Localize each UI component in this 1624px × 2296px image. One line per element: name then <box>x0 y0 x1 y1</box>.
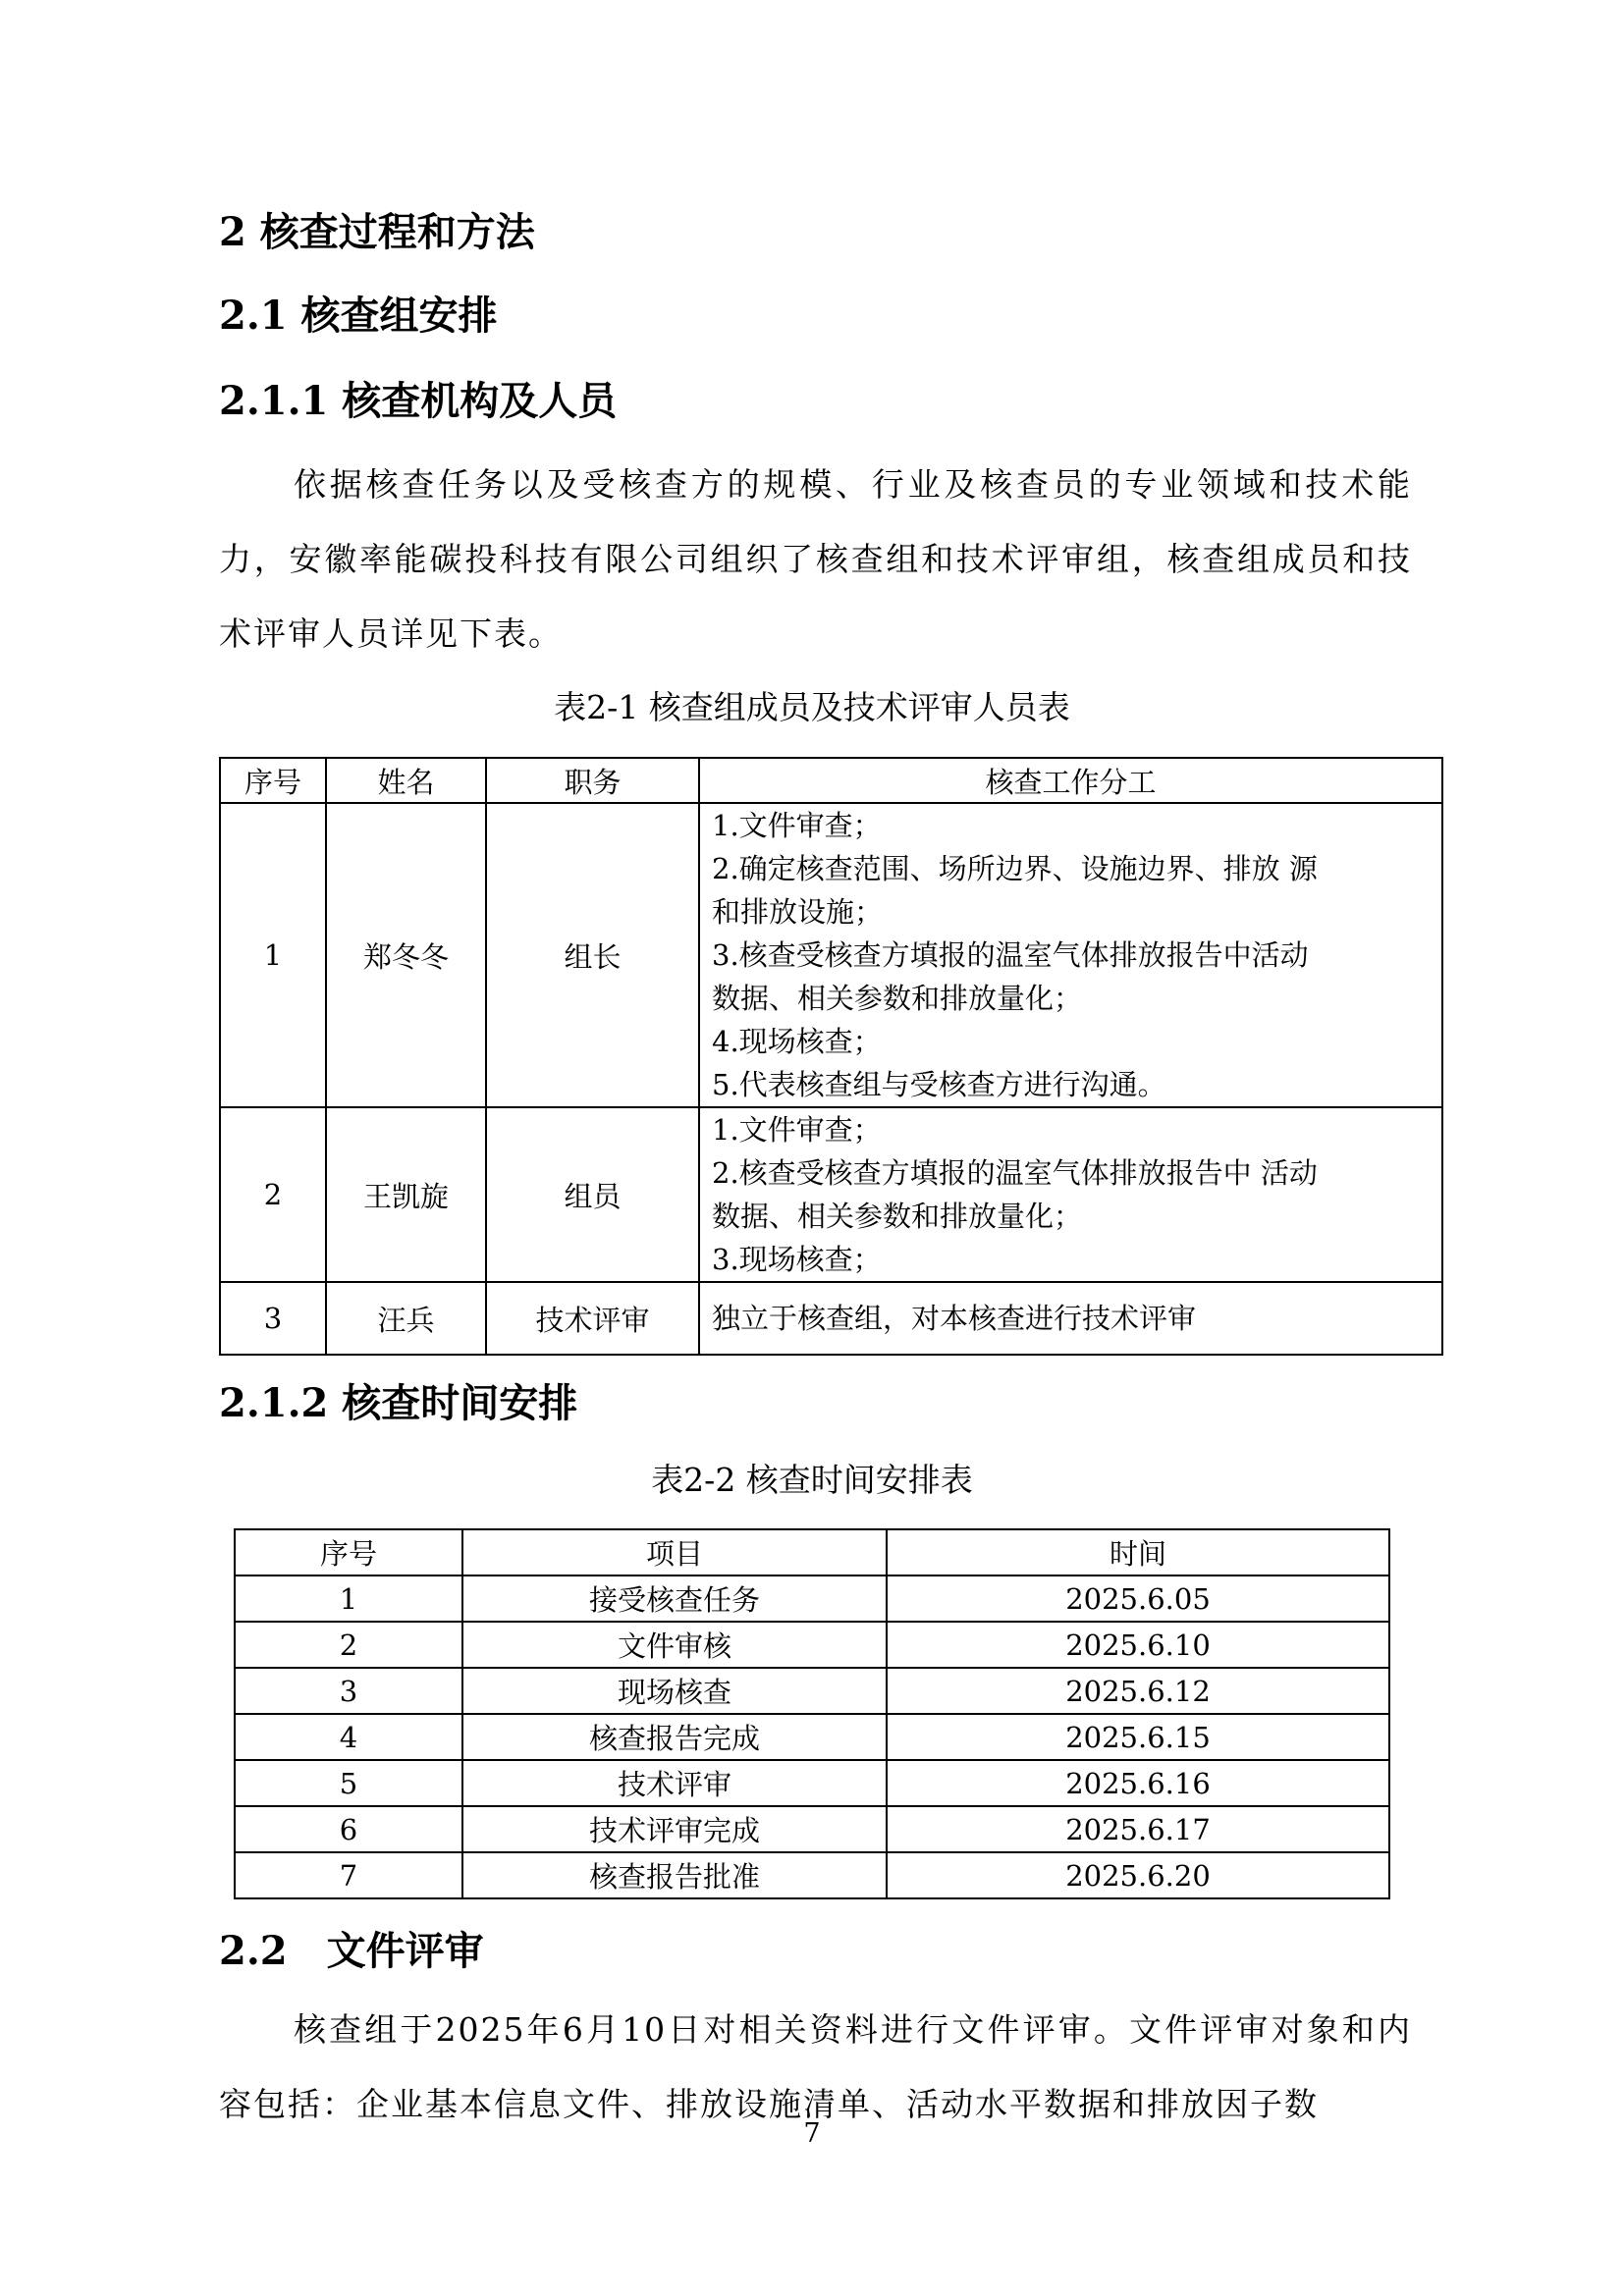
duty-line: 5.代表核查组与受核查方进行沟通。 <box>712 1068 1166 1101</box>
cell-date: 2025.6.17 <box>887 1806 1389 1852</box>
duty-line: 独立于核查组，对本核查进行技术评审 <box>712 1302 1197 1335</box>
table-row <box>235 1852 1389 1898</box>
cell-no: 4 <box>235 1714 462 1760</box>
cell-date: 2025.6.10 <box>887 1622 1389 1668</box>
duty-line: 数据、相关参数和排放量化； <box>712 982 1083 1015</box>
cell-duties <box>699 1282 1442 1355</box>
cell-item: 文件审核 <box>462 1622 887 1668</box>
cell-no: 3 <box>235 1668 462 1714</box>
heading-section-2-1: 2.1 核查组安排 <box>219 293 498 339</box>
duty-line: 2.确定核查范围、场所边界、设施边界、排放 源 <box>712 852 1318 885</box>
cell-item: 核查报告批准 <box>462 1852 887 1898</box>
cell-name: 郑冬冬 <box>326 803 486 1107</box>
duty-line: 1.文件审查； <box>712 809 882 842</box>
cell-no: 6 <box>235 1806 462 1852</box>
header-name: 姓名 <box>326 758 486 803</box>
cell-no: 7 <box>235 1852 462 1898</box>
header-role: 职务 <box>486 758 699 803</box>
duty-line: 和排放设施； <box>712 895 884 929</box>
cell-date: 2025.6.12 <box>887 1668 1389 1714</box>
table1-caption: 表2-1 核查组成员及技术评审人员表 <box>554 688 1070 726</box>
cell-date: 2025.6.15 <box>887 1714 1389 1760</box>
table-row <box>235 1622 1389 1668</box>
cell-role: 技术评审 <box>486 1282 699 1355</box>
cell-item: 接受核查任务 <box>462 1575 887 1622</box>
table-header-row <box>220 758 1442 803</box>
table-row <box>235 1668 1389 1714</box>
schedule-table <box>234 1528 1390 1899</box>
cell-item: 技术评审完成 <box>462 1806 887 1852</box>
cell-no: 1 <box>235 1575 462 1622</box>
paragraph-team-intro: 依据核查任务以及受核查方的规模、行业及核查员的专业领域和技术能力，安徽率能碳投科技有限公司组织了核查组和技术评审组，核查组成员和技术评审人员详见下表。 <box>219 465 1412 653</box>
heading-section-2-1-2: 2.1.2 核查时间安排 <box>219 1380 578 1426</box>
duty-line: 3.核查受核查方填报的温室气体排放报告中活动 <box>712 938 1309 972</box>
table-row <box>220 1107 1442 1282</box>
header-date: 时间 <box>887 1529 1389 1575</box>
duty-line: 4.现场核查； <box>712 1025 882 1058</box>
header-no: 序号 <box>235 1529 462 1575</box>
duty-line: 数据、相关参数和排放量化； <box>712 1200 1083 1233</box>
paragraph-document-review: 核查组于2025年6月10日对相关资料进行文件评审。文件评审对象和内容包括：企业基本信息文件、排放设施清单、活动水平数据和排放因子数 <box>219 2010 1412 2123</box>
cell-name: 王凯旋 <box>326 1107 486 1282</box>
header-no: 序号 <box>220 758 326 803</box>
cell-no: 3 <box>220 1282 326 1355</box>
cell-item: 技术评审 <box>462 1760 887 1806</box>
header-item: 项目 <box>462 1529 887 1575</box>
cell-duties <box>699 1107 1442 1282</box>
table-header-row <box>235 1529 1389 1575</box>
header-duties: 核查工作分工 <box>699 758 1442 803</box>
team-members-table <box>219 757 1443 1356</box>
cell-no: 2 <box>235 1622 462 1668</box>
cell-no: 2 <box>220 1107 326 1282</box>
cell-date: 2025.6.20 <box>887 1852 1389 1898</box>
cell-no: 5 <box>235 1760 462 1806</box>
cell-duties <box>699 803 1442 1107</box>
heading-section-2-2: 2.2 文件评审 <box>219 1928 484 1974</box>
table-row <box>235 1575 1389 1622</box>
heading-section-2: 2 核查过程和方法 <box>219 209 535 255</box>
cell-date: 2025.6.05 <box>887 1575 1389 1622</box>
cell-date: 2025.6.16 <box>887 1760 1389 1806</box>
cell-no: 1 <box>220 803 326 1107</box>
cell-item: 现场核查 <box>462 1668 887 1714</box>
cell-role: 组员 <box>486 1107 699 1282</box>
table-row <box>235 1714 1389 1760</box>
heading-section-2-1-1: 2.1.1 核查机构及人员 <box>219 378 618 424</box>
duty-line: 1.文件审查； <box>712 1113 882 1147</box>
cell-role: 组长 <box>486 803 699 1107</box>
table-row <box>220 1282 1442 1355</box>
page-number: 7 <box>803 2118 821 2149</box>
table-row <box>235 1806 1389 1852</box>
duty-line: 3.现场核查； <box>712 1243 882 1276</box>
table2-caption: 表2-2 核查时间安排表 <box>651 1461 973 1499</box>
table-row <box>220 803 1442 1107</box>
duty-line: 2.核查受核查方填报的温室气体排放报告中 活动 <box>712 1156 1318 1190</box>
table-row <box>235 1760 1389 1806</box>
cell-item: 核查报告完成 <box>462 1714 887 1760</box>
cell-name: 汪兵 <box>326 1282 486 1355</box>
